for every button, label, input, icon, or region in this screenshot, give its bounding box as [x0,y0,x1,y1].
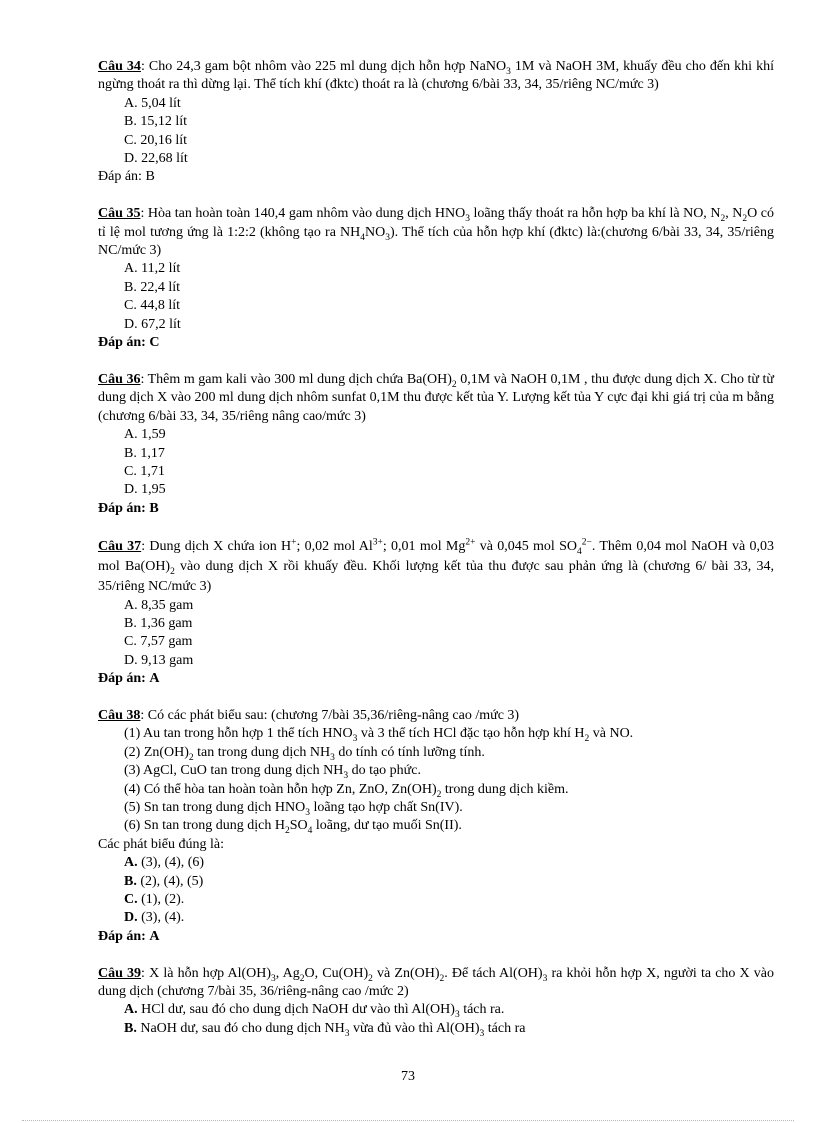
option-b [98,1020,774,1038]
option-a: A. 5,04 lít [124,95,181,111]
option-b: B. 1,17 [124,445,165,461]
statement-3: (3) AgCl, CuO tan trong dung dịch $NH_3$ do tạo phức. [124,763,421,781]
option-a: A. 8,35 gam [124,597,194,613]
question-stem [98,371,774,426]
option-b: B. 1,36 gam [124,615,193,631]
answer-label: Đáp án: [98,671,146,687]
footer-divider [22,1120,794,1121]
option-d: D. 67,2 lít [124,316,181,332]
option-d: D. 9,13 gam [124,652,194,668]
question-text: : Dung dịch X chứa ion H+; 0,02 mol $Al^{3+}$; 0,01 mol $Mg^{2+}$ và 0,045 mol $SO_4^{2-}$. Thêm 0,04 mol NaOH và 0,03 mol $Ba(OH)_2$ vào dung dịch X rồi khuấy đều. Khối lượng kết tủa thu được sau phản ứng là (chương 6/ bài 33, 34, 35/riêng NC/mức 3) [98,536,774,594]
option-letter: B. [124,1020,137,1036]
answer-line [98,500,774,518]
statement-4: (4) Có thể hòa tan hoàn toàn hỗn hợp Zn, ZnO, $Zn(OH)_2$ trong dung dịch kiềm. [124,781,569,800]
answer-value: A [149,928,160,944]
question-stem [98,707,774,725]
question-text: : Thêm m gam kali vào 300 ml dung dịch chứa $Ba(OH)_2$ 0,1M và NaOH 0,1M , thu được dung dịch X. Cho từ từ dung dịch X vào 200 ml dung dịch nhôm sunfat 0,1M thu được kết tủa Y. Lượng kết tủa Y cực đại khi giá trị của m bằng (chương 6/bài 33, 34, 35/riêng nâng cao/mức 3) [98,371,774,424]
statement-2: (2) $Zn(OH)_2$ tan trong dung dịch $NH_3$ do tính có tính lưỡng tính. [124,744,485,763]
statements-prompt: Các phát biểu đúng là: [98,836,224,852]
option-letter: C. [124,892,138,907]
answer-line [98,928,774,946]
question-number: Câu 39 [98,965,142,981]
option-text: (2), (4), (5) [136,873,204,889]
question-text: : Cho 24,3 gam bột nhôm vào 225 ml dung dịch hỗn hợp NaNO$_3$ 1M và NaOH 3M, khuấy đều cho đến khi khí ngừng thoát ra thì dừng lại. Thể tích khí (đktc) thoát ra là (chương 6/bài 33, 34, 35/riêng NC/mức 3) [98,59,774,93]
answer-line [98,168,774,186]
answer-line [98,334,774,352]
question-34 [98,58,774,187]
option-letter: A. [124,1002,138,1018]
question-38 [98,707,774,946]
answer-label: Đáp án: [98,169,142,185]
option-text: (1), (2). [137,892,185,907]
question-number: Câu 38 [98,707,141,723]
question-text: : Hòa tan hoàn toàn 140,4 gam nhôm vào dung dịch $HNO_3$ loãng thấy thoát ra hỗn hợp ba khí là NO, $N_2$, $N_2O$ có tỉ lệ mol tương ứng là 1:2:2 (không tạo ra $NH_4NO_3$). Thể tích của hỗn hợp khí (đktc) là:(chương 6/bài 33, 34, 35/riêng NC/mức 3) [98,206,774,259]
statement-6: (6) Sn tan trong dung dịch $H_2SO_4$ loãng, dư tạo muối Sn(II). [124,818,462,837]
answer-label: Đáp án: [98,928,146,944]
options-list [98,95,774,169]
option-letter: B. [124,873,137,889]
answer-value: B [149,500,159,516]
options-list [98,854,774,928]
option-d: D. 22,68 lít [124,151,188,167]
question-number: Câu 37 [98,538,142,554]
answer-line [98,670,774,688]
question-35 [98,205,774,352]
question-stem [98,205,774,260]
option-letter: A. [124,855,138,871]
question-39 [98,965,774,1039]
options-list [98,1001,774,1038]
question-36 [98,371,774,518]
question-number: Câu 35 [98,206,141,222]
option-c [98,891,774,909]
question-number: Câu 34 [98,59,141,74]
option-a [98,1001,774,1019]
option-text: HCl dư, sau đó cho dung dịch NaOH dư vào thì $Al(OH)_3$ tách ra. [137,1002,505,1021]
answer-value: B [145,169,155,185]
option-text: (3), (4). [137,910,185,926]
question-stem [98,965,774,1002]
question-stem [98,537,774,597]
option-b: B. 22,4 lít [124,279,181,295]
option-c: C. 1,71 [124,463,165,479]
statement-5: (5) Sn tan trong dung dịch $HNO_3$ loãng tạo hợp chất Sn(IV). [124,799,463,818]
answer-label: Đáp án: [98,335,146,351]
option-c: C. 7,57 gam [124,634,193,650]
option-a: A. 11,2 lít [124,261,181,277]
statements-list [98,725,774,835]
option-a: A. 1,59 [124,427,166,443]
question-number: Câu 36 [98,371,141,387]
option-c: C. 44,8 lít [124,298,181,314]
option-text: NaOH dư, sau đó cho dung dịch $NH_3$ vừa đủ vào thì $Al(OH)_3$ tách ra [136,1020,526,1039]
options-list [98,426,774,500]
question-37 [98,537,774,689]
option-text: (3), (4), (6) [137,855,205,871]
page-number: 73 [401,1069,415,1084]
options-list [98,260,774,334]
options-list [98,597,774,671]
option-letter: D. [124,910,138,926]
question-text: : X là hỗn hợp $Al(OH)_3$, $Ag_2O$, $Cu(OH)_2$ và $Zn(OH)_2$. Để tách $Al(OH)_3$ ra khỏi hỗn hợp X, người ta cho X vào dung dịch (chương 7/bài 35, 36/riêng-nâng cao /mức 2) [98,965,775,1000]
option-a [98,854,774,872]
option-d [98,909,774,927]
option-b [98,873,774,891]
document-page [98,58,774,1038]
answer-value: C [149,335,160,351]
option-c: C. 20,16 lít [124,132,188,148]
question-stem [98,58,774,95]
answer-value: A [149,671,160,687]
answer-label: Đáp án: [98,500,146,516]
option-b: B. 15,12 lít [124,114,188,130]
statement-1: (1) Au tan trong hỗn hợp 1 thể tích $HNO_3$ và 3 thể tích HCl đặc tạo hỗn hợp khí $H_2$ và NO. [124,726,634,745]
option-d: D. 1,95 [124,482,166,498]
question-text: : Có các phát biểu sau: (chương 7/bài 35,36/riêng-nâng cao /mức 3) [140,707,520,723]
